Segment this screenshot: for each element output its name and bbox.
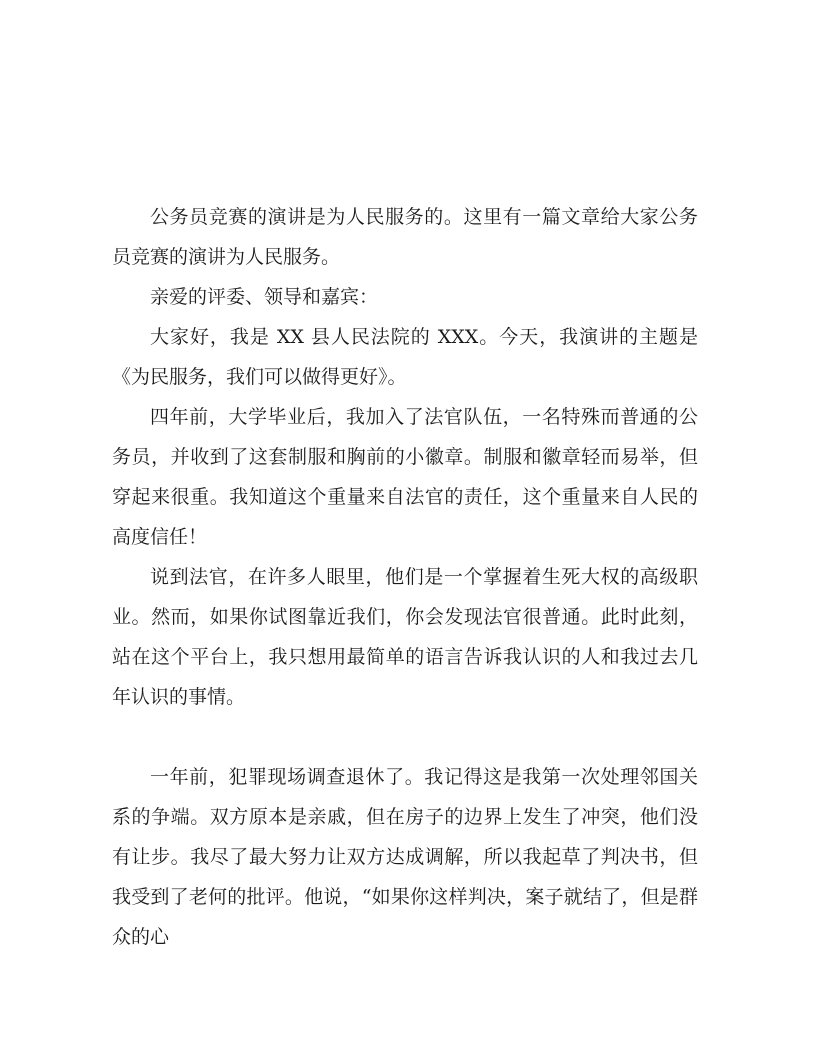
paragraph-gap: [112, 717, 698, 757]
body-paragraph: 一年前，犯罪现场调查退休了。我记得这是我第一次处理邻国关系的争端。双方原本是亲戚，但在房子的边界上发生了冲突，他们没有让步。我尽了最大努力让双方达成调解，所以我起草了判决书，但我受到了老何的批评。他说，“如果你这样判决，案子就结了，但是群众的心: [112, 766, 698, 948]
body-paragraph: 四年前，大学毕业后，我加入了法官队伍，一名特殊而普通的公务员，并收到了这套制服和胸前的小徽章。制服和徽章轻而易举，但穿起来很重。我知道这个重量来自法官的责任，这个重量来自人民的高度信任！: [112, 406, 698, 548]
intro-paragraph: 公务员竞赛的演讲是为人民服务的。这里有一篇文章给大家公务员竞赛的演讲为人民服务。: [112, 206, 698, 268]
body-paragraph: 说到法官，在许多人眼里，他们是一个掌握着生死大权的高级职业。然而，如果你试图靠近我们，你会发现法官很普通。此时此刻，站在这个平台上，我只想用最简单的语言告诉我认识的人和我过去几年认识的事情。: [112, 566, 698, 708]
salutation-paragraph: 亲爱的评委、领导和嘉宾：: [150, 286, 379, 308]
document-body: [112, 197, 698, 957]
greeting-paragraph: 大家好，我是 XX 县人民法院的 XXX。今天，我演讲的主题是《为民服务，我们可以做得更好》。: [112, 326, 698, 388]
